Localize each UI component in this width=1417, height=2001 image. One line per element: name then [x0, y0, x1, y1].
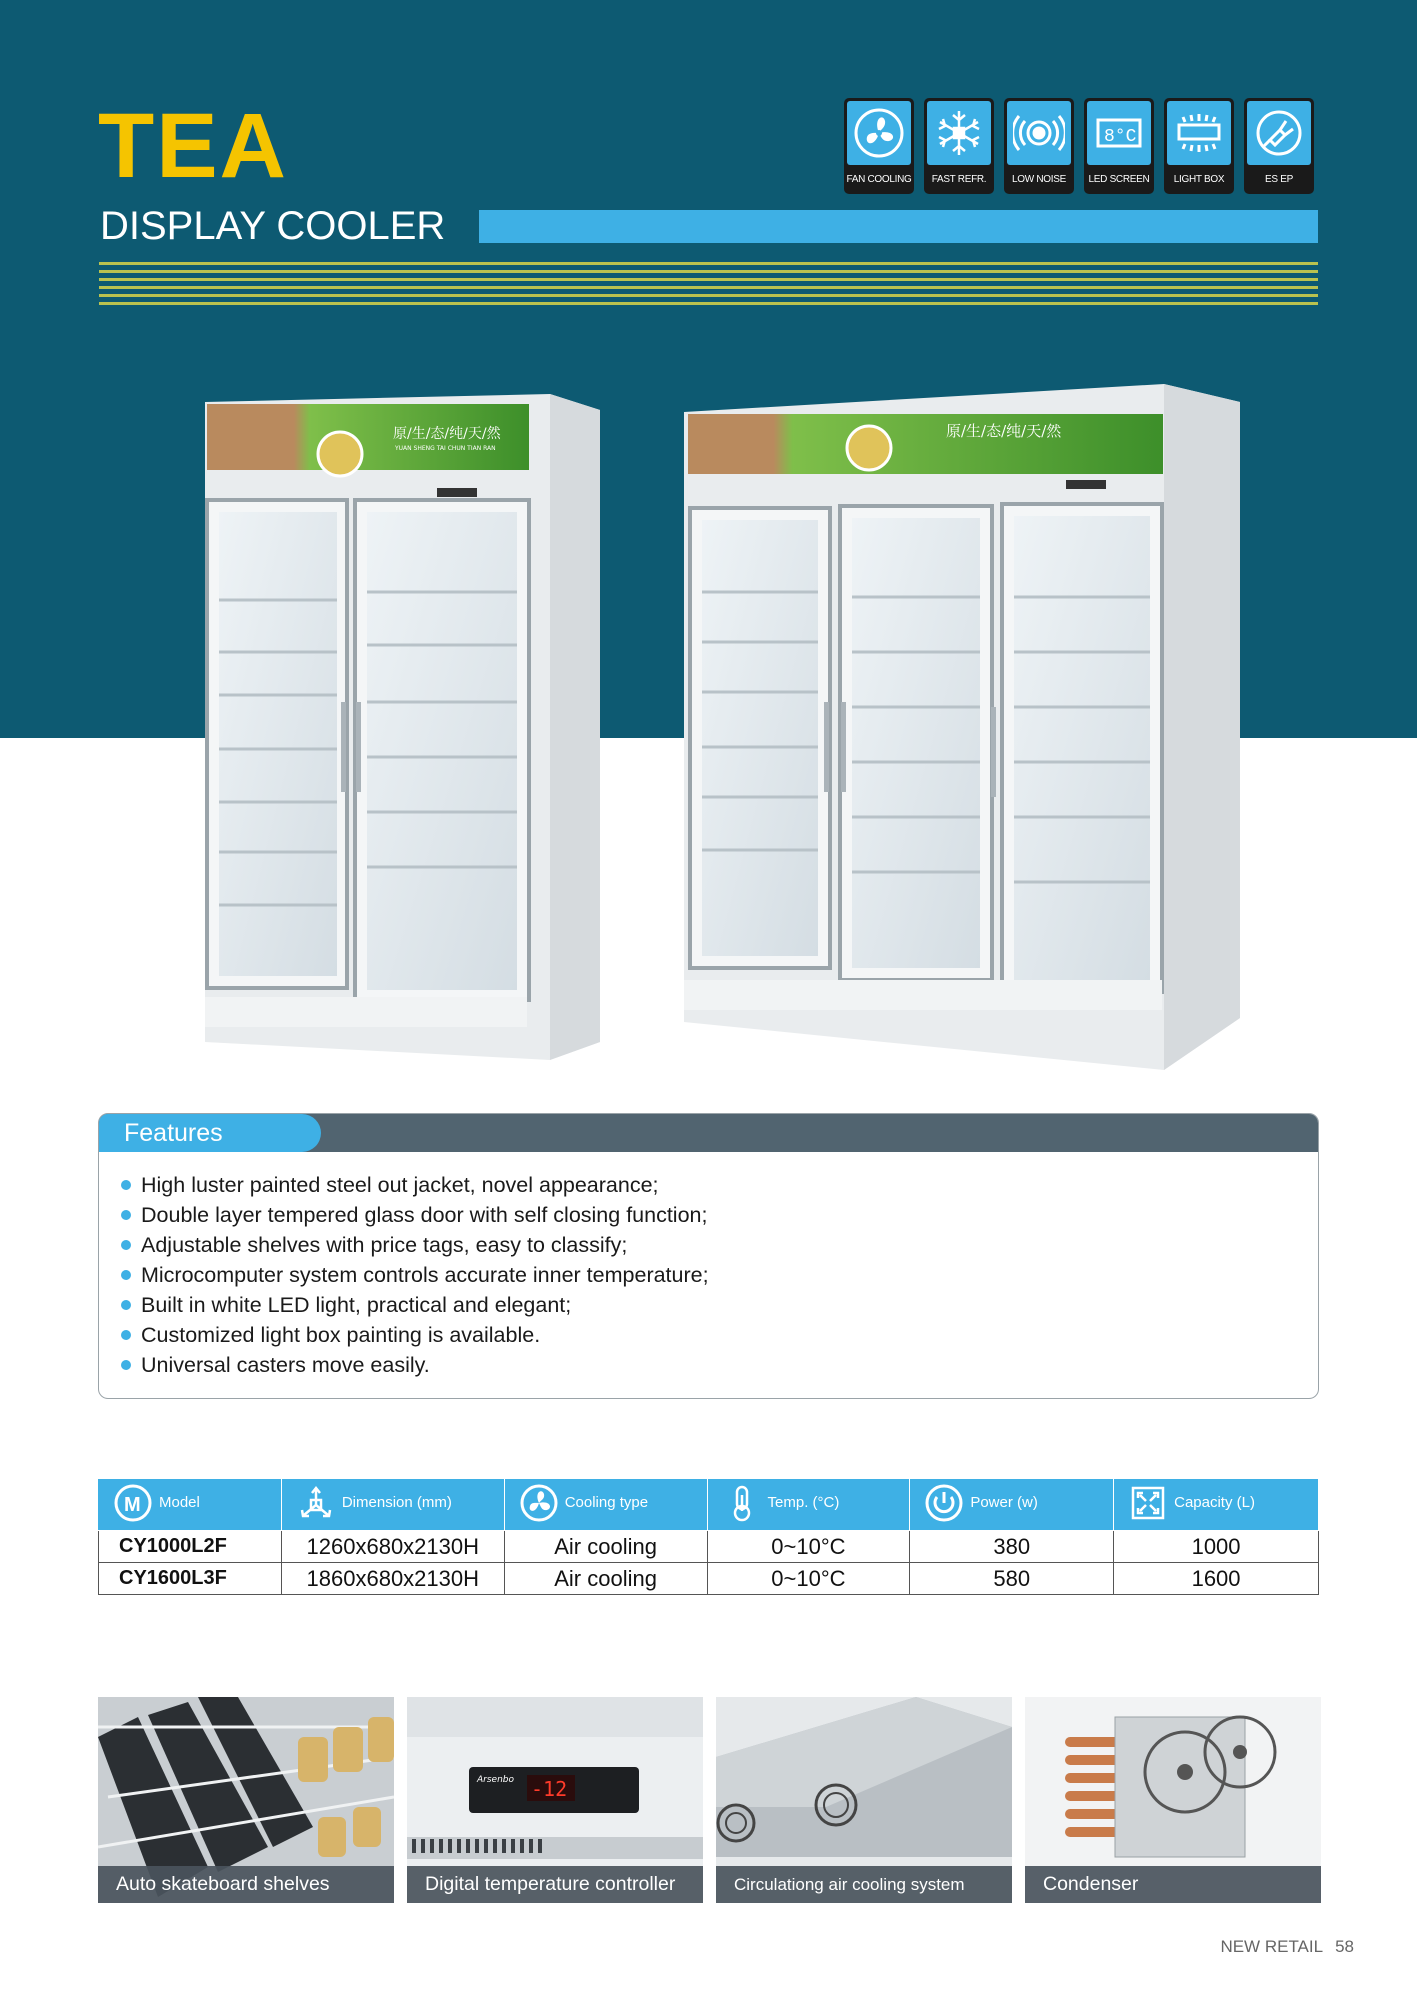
col-capacity-label: Capacity (L) — [1174, 1494, 1255, 1511]
lightbox-text: 原/生/态/纯/天/然 — [393, 426, 501, 442]
controller-brand: Arsenbo — [477, 1775, 515, 1785]
cell-cooling: Air cooling — [504, 1563, 707, 1595]
cell-temp: 0~10°C — [707, 1563, 910, 1595]
fan-icon — [519, 1483, 559, 1523]
feature-tile-fan — [844, 98, 914, 194]
eco-plug-icon — [1247, 101, 1311, 165]
cell-model: CY1600L3F — [99, 1563, 282, 1595]
page-footer — [1208, 1937, 1354, 1957]
spec-header-row — [99, 1479, 1319, 1531]
feature-tile-label: LOW NOISE — [1012, 174, 1066, 185]
light-box-icon — [1167, 101, 1231, 165]
model-icon — [113, 1483, 153, 1523]
feature-item: Double layer tempered glass door with self closing function; — [121, 1200, 1318, 1230]
product-image-two-door — [205, 392, 600, 1060]
photo-caption: Auto skateboard shelves — [98, 1866, 394, 1903]
col-capacity — [1114, 1479, 1319, 1531]
photo-caption: Condenser — [1025, 1866, 1321, 1903]
feature-item: Microcomputer system controls accurate inner temperature; — [121, 1260, 1318, 1290]
col-dimension — [281, 1479, 504, 1531]
feature-tile-label: LIGHT BOX — [1173, 174, 1225, 185]
led-screen-icon — [1087, 101, 1151, 165]
feature-tile-label: LED SCREEN — [1088, 174, 1150, 185]
page-subtitle: DISPLAY COOLER — [100, 204, 446, 248]
detail-photos — [98, 1697, 1321, 1903]
low-noise-icon — [1007, 101, 1071, 165]
svg-text:8°C: 8°C — [1104, 127, 1137, 147]
cell-model: CY1000L2F — [99, 1531, 282, 1563]
feature-tile-low-noise — [1004, 98, 1074, 194]
col-cooling-label: Cooling type — [564, 1494, 649, 1511]
feature-item: Adjustable shelves with price tags, easy to classify; — [121, 1230, 1318, 1260]
cell-temp: 0~10°C — [707, 1531, 910, 1563]
feature-tile-label: FAST REFR. — [931, 174, 987, 185]
features-panel — [98, 1113, 1319, 1399]
features-heading: Features — [99, 1114, 321, 1152]
feature-item: Universal casters move easily. — [121, 1350, 1318, 1380]
photo-condenser — [1025, 1697, 1321, 1903]
feature-tile-label: ES EP — [1265, 174, 1293, 185]
page-number: 58 — [1335, 1937, 1354, 1956]
power-icon — [924, 1483, 964, 1523]
col-temp — [707, 1479, 910, 1531]
spec-table — [98, 1478, 1319, 1595]
cell-capacity: 1600 — [1114, 1563, 1319, 1595]
feature-tile-fast-refrigeration — [924, 98, 994, 194]
col-model — [99, 1479, 282, 1531]
col-temp-label: Temp. (°C) — [767, 1494, 840, 1511]
decorative-stripes — [99, 262, 1318, 312]
dimension-icon — [296, 1483, 336, 1523]
capacity-icon — [1128, 1483, 1168, 1523]
page-title: TEA — [98, 95, 288, 197]
table-row — [99, 1563, 1319, 1595]
cell-capacity: 1000 — [1114, 1531, 1319, 1563]
thermometer-icon — [722, 1483, 762, 1523]
feature-tile-light-box — [1164, 98, 1234, 194]
photo-skateboard-shelves — [98, 1697, 394, 1903]
cell-power: 580 — [910, 1563, 1114, 1595]
col-power — [910, 1479, 1114, 1531]
cell-cooling: Air cooling — [504, 1531, 707, 1563]
features-list — [99, 1152, 1318, 1380]
svg-text:原/生/态/纯/天/然: 原/生/态/纯/天/然 — [946, 422, 1062, 440]
photo-caption: Digital temperature controller — [407, 1866, 703, 1903]
feature-tile-label: FAN COOLING — [846, 174, 912, 185]
col-cooling — [504, 1479, 707, 1531]
feature-tile-es-ep — [1244, 98, 1314, 194]
feature-item: Built in white LED light, practical and elegant; — [121, 1290, 1318, 1320]
photo-air-cooling-system — [716, 1697, 1012, 1903]
photo-caption: Circulationg air cooling system — [716, 1866, 1012, 1903]
feature-item: High luster painted steel out jacket, novel appearance; — [121, 1170, 1318, 1200]
controller-display: -12 — [531, 1777, 568, 1801]
col-power-label: Power (w) — [970, 1494, 1038, 1511]
cell-dimension: 1860x680x2130H — [281, 1563, 504, 1595]
lightbox-pinyin: YUAN SHENG TAI CHUN TIAN RAN — [395, 445, 496, 452]
fan-icon — [847, 101, 911, 165]
feature-icon-strip — [844, 98, 1314, 194]
table-row — [99, 1531, 1319, 1563]
col-model-label: Model — [159, 1494, 200, 1511]
features-header — [99, 1114, 1318, 1152]
title-accent-bar — [479, 210, 1318, 243]
svg-text:M: M — [124, 1493, 141, 1516]
feature-tile-led-screen — [1084, 98, 1154, 194]
photo-temperature-controller — [407, 1697, 703, 1903]
col-dimension-label: Dimension (mm) — [341, 1494, 452, 1511]
snowflake-icon — [927, 101, 991, 165]
cell-dimension: 1260x680x2130H — [281, 1531, 504, 1563]
cell-power: 380 — [910, 1531, 1114, 1563]
feature-item: Customized light box painting is available. — [121, 1320, 1318, 1350]
footer-section: NEW RETAIL — [1220, 1937, 1324, 1956]
product-image-three-door — [684, 382, 1240, 1070]
